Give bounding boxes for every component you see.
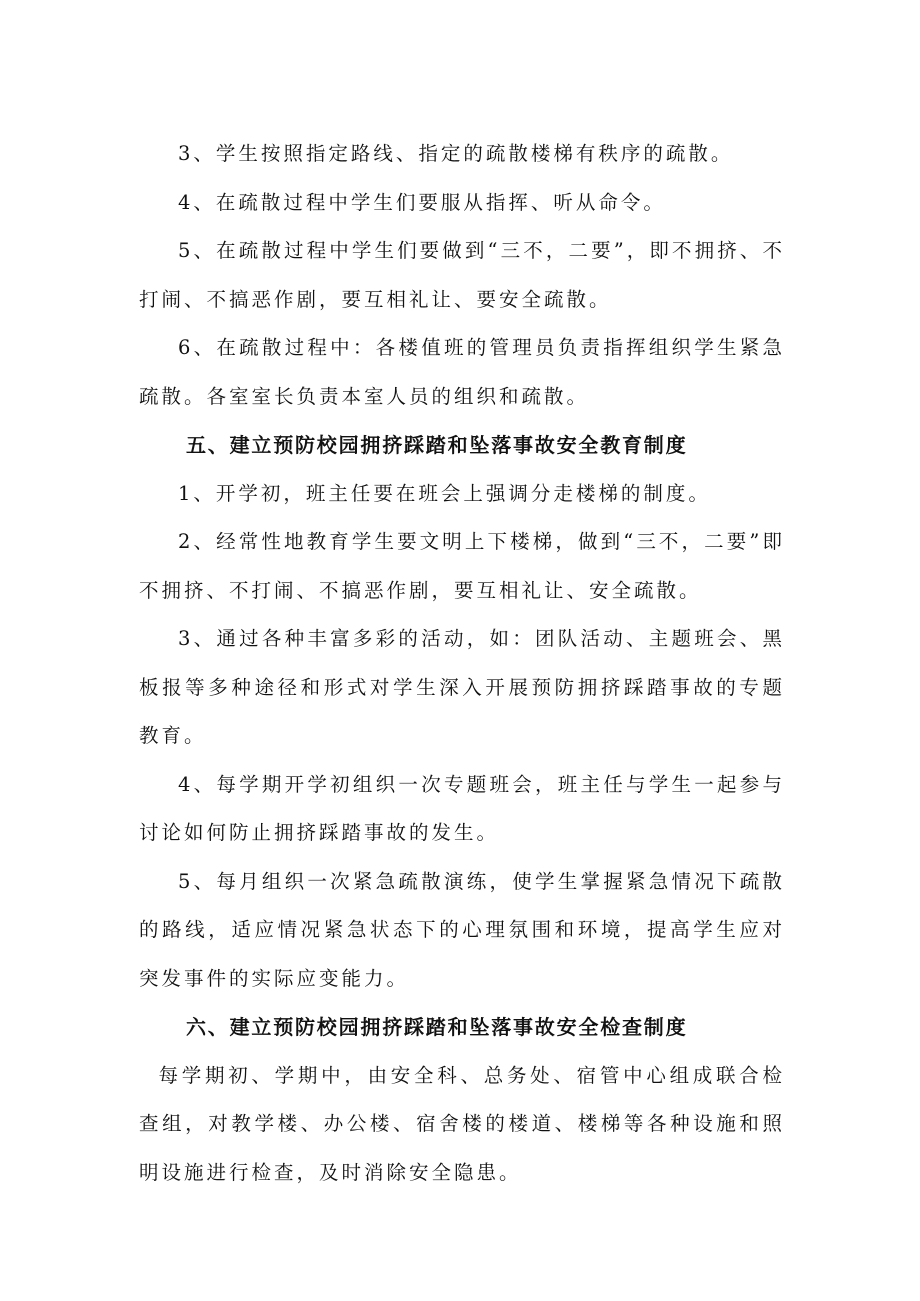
paragraph-item-5: 5、在疏散过程中学生们要做到“三不，二要”，即不拥挤、不打闹、不搞恶作剧，要互相礼让、要安全疏散。 xyxy=(139,239,785,311)
paragraph-item-4b: 4、每学期开学初组织一次专题班会，班主任与学生一起参与讨论如何防止拥挤踩踏事故的发生。 xyxy=(139,772,785,844)
paragraph-inspection: 每学期初、学期中，由安全科、总务处、宿管中心组成联合检查组，对教学楼、办公楼、宿舍楼的楼道、楼梯等各种设施和照明设施进行检查，及时消除安全隐患。 xyxy=(139,1063,785,1184)
paragraph-item-6: 6、在疏散过程中：各楼值班的管理员负责指挥组织学生紧急疏散。各室室长负责本室人员的组织和疏散。 xyxy=(139,336,785,408)
paragraph-item-2: 2、经常性地教育学生要文明上下楼梯，做到“三不，二要”即不拥挤、不打闹、不搞恶作剧，要互相礼让、安全疏散。 xyxy=(139,530,785,602)
paragraph-item-5b: 5、每月组织一次紧急疏散演练，使学生掌握紧急情况下疏散的路线，适应情况紧急状态下的心理氛围和环境，提高学生应对突发事件的实际应变能力。 xyxy=(139,869,785,990)
section-heading-5: 五、建立预防校园拥挤踩踏和坠落事故安全教育制度 xyxy=(186,433,688,457)
section-heading-6: 六、建立预防校园拥挤踩踏和坠落事故安全检查制度 xyxy=(186,1015,688,1039)
paragraph-item-1: 1、开学初，班主任要在班会上强调分走楼梯的制度。 xyxy=(178,481,711,505)
paragraph-item-3: 3、学生按照指定路线、指定的疏散楼梯有秩序的疏散。 xyxy=(178,142,734,165)
paragraph-item-3b: 3、通过各种丰富多彩的活动，如：团队活动、主题班会、黑板报等多种途径和形式对学生深入开展预防拥挤踩踏事故的专题教育。 xyxy=(139,627,785,747)
document-body xyxy=(139,130,785,1197)
paragraph-item-4: 4、在疏散过程中学生们要服从指挥、听从命令。 xyxy=(178,190,666,214)
